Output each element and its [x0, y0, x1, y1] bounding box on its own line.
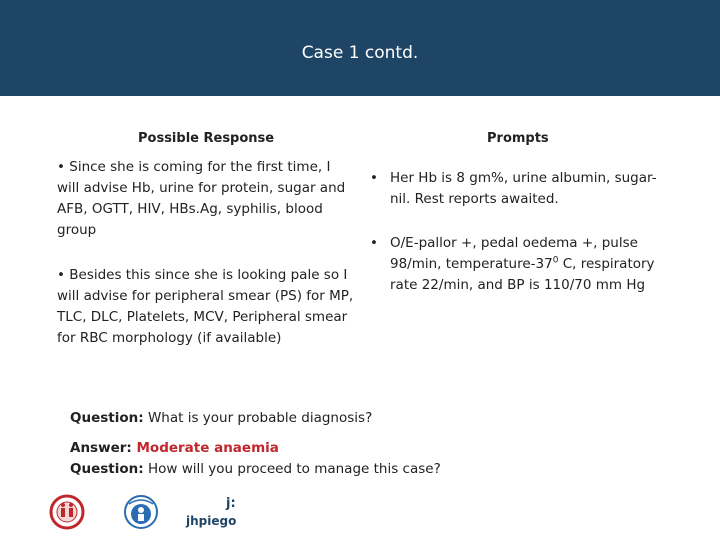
response-bullet-2: • Besides this since she is looking pale so I will advise for peripheral smear (PS) for MP, TLC, DLC, Platelets, MCV, Peripheral smear for RBC morphology (if available): [57, 267, 354, 346]
prompt-text-2-a: O/E-pallor +, pedal oedema +, pulse 98/min, temperature-37: [390, 235, 638, 272]
jhpiego-mark: j:: [226, 496, 236, 511]
question-label: Question:: [70, 461, 144, 477]
question-label: Question:: [70, 410, 144, 426]
question-text: What is your probable diagnosis?: [143, 410, 373, 426]
bullet-dot: •: [370, 235, 378, 251]
question-text: How will you proceed to manage this case?: [143, 461, 441, 477]
jhpiego-logo: [186, 496, 242, 532]
prompts-heading: Prompts: [487, 131, 549, 146]
bullet-dot: •: [370, 170, 378, 186]
answer-1: [70, 440, 279, 456]
answer-text: Moderate anaemia: [131, 440, 279, 456]
health-mission-logo: [123, 494, 159, 534]
title-bar: [0, 0, 720, 96]
question-2: [70, 461, 441, 477]
possible-response-heading: Possible Response: [138, 131, 275, 146]
jhpiego-wordmark: jhpiego: [186, 514, 237, 528]
prompt-text-2: [390, 233, 660, 296]
answer-label: Answer:: [70, 440, 132, 456]
degree-superscript: 0: [552, 255, 559, 266]
prompt-bullet-2: [370, 233, 660, 296]
question-1: [70, 410, 372, 426]
prompt-text-2-b: C, respiratory rate 22/min, and BP is 110/70 mm Hg: [390, 256, 655, 293]
prompt-bullet-1: [370, 168, 660, 210]
government-seal-logo: [49, 494, 85, 534]
slide-title: Case 1 contd.: [301, 43, 419, 63]
prompt-text-1: Her Hb is 8 gm%, urine albumin, sugar-nil. Rest reports awaited.: [390, 170, 657, 207]
response-bullet-1: • Since she is coming for the first time, I will advise Hb, urine for protein, sugar and AFB, OGTT, HIV, HBs.Ag, syphilis, blood group: [57, 159, 346, 238]
